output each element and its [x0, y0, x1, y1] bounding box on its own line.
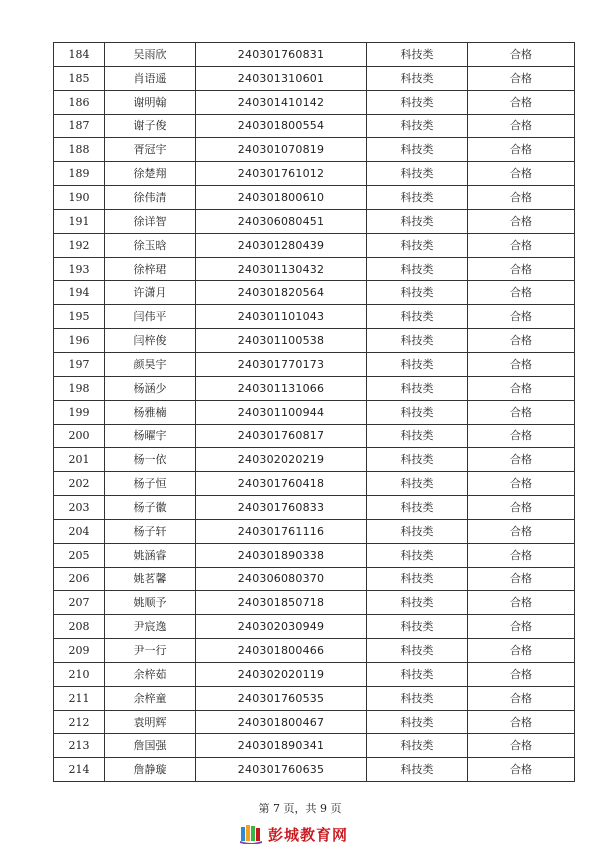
category-cell: 科技类: [367, 472, 468, 496]
category-cell: 科技类: [367, 710, 468, 734]
row-number-cell: 203: [54, 496, 105, 520]
student-id-cell: 240301890338: [196, 543, 367, 567]
result-cell: 合格: [468, 639, 575, 663]
result-cell: 合格: [468, 305, 575, 329]
row-number-cell: 194: [54, 281, 105, 305]
student-name-cell: 徐楚翔: [105, 162, 196, 186]
table-row: [54, 519, 575, 543]
student-name-cell: 姚茗馨: [105, 567, 196, 591]
row-number-cell: 210: [54, 662, 105, 686]
table-row: [54, 66, 575, 90]
category-cell: 科技类: [367, 376, 468, 400]
row-number-cell: 199: [54, 400, 105, 424]
student-id-cell: 240301761012: [196, 162, 367, 186]
table-row: [54, 233, 575, 257]
student-id-cell: 240301760418: [196, 472, 367, 496]
row-number-cell: 214: [54, 758, 105, 782]
table-row: [54, 472, 575, 496]
row-number-cell: 202: [54, 472, 105, 496]
result-cell: 合格: [468, 186, 575, 210]
row-number-cell: 211: [54, 686, 105, 710]
result-cell: 合格: [468, 448, 575, 472]
logo-text: 彭城教育网: [268, 825, 349, 844]
table-row: [54, 591, 575, 615]
table-row: [54, 376, 575, 400]
student-id-cell: 240302020219: [196, 448, 367, 472]
row-number-cell: 197: [54, 352, 105, 376]
category-cell: 科技类: [367, 257, 468, 281]
student-id-cell: 240302030949: [196, 615, 367, 639]
category-cell: 科技类: [367, 519, 468, 543]
category-cell: 科技类: [367, 686, 468, 710]
student-name-cell: 徐详智: [105, 209, 196, 233]
table-row: [54, 90, 575, 114]
student-id-cell: 240301280439: [196, 233, 367, 257]
row-number-cell: 201: [54, 448, 105, 472]
table-row: [54, 114, 575, 138]
category-cell: 科技类: [367, 639, 468, 663]
row-number-cell: 206: [54, 567, 105, 591]
table-row: [54, 162, 575, 186]
category-cell: 科技类: [367, 543, 468, 567]
student-id-cell: 240301760831: [196, 43, 367, 67]
student-id-cell: 240302020119: [196, 662, 367, 686]
result-cell: 合格: [468, 424, 575, 448]
student-id-cell: 240301850718: [196, 591, 367, 615]
row-number-cell: 209: [54, 639, 105, 663]
row-number-cell: 185: [54, 66, 105, 90]
table-row: [54, 257, 575, 281]
category-cell: 科技类: [367, 567, 468, 591]
category-cell: 科技类: [367, 352, 468, 376]
category-cell: 科技类: [367, 424, 468, 448]
table-row: [54, 329, 575, 353]
student-id-cell: 240301100944: [196, 400, 367, 424]
table-row: [54, 567, 575, 591]
result-cell: 合格: [468, 281, 575, 305]
site-logo: [240, 822, 348, 846]
category-cell: 科技类: [367, 305, 468, 329]
category-cell: 科技类: [367, 43, 468, 67]
result-cell: 合格: [468, 257, 575, 281]
table-row: [54, 615, 575, 639]
student-id-cell: 240301770173: [196, 352, 367, 376]
table-row: [54, 186, 575, 210]
category-cell: 科技类: [367, 66, 468, 90]
table-row: [54, 209, 575, 233]
category-cell: 科技类: [367, 758, 468, 782]
table-row: [54, 281, 575, 305]
result-cell: 合格: [468, 209, 575, 233]
results-table: [53, 42, 575, 782]
table-row: [54, 424, 575, 448]
category-cell: 科技类: [367, 662, 468, 686]
category-cell: 科技类: [367, 90, 468, 114]
student-name-cell: 尹一行: [105, 639, 196, 663]
result-cell: 合格: [468, 567, 575, 591]
category-cell: 科技类: [367, 615, 468, 639]
student-id-cell: 240301800467: [196, 710, 367, 734]
student-id-cell: 240301131066: [196, 376, 367, 400]
results-table-body: [54, 43, 575, 782]
student-id-cell: 240306080370: [196, 567, 367, 591]
result-cell: 合格: [468, 543, 575, 567]
row-number-cell: 184: [54, 43, 105, 67]
result-cell: 合格: [468, 710, 575, 734]
student-id-cell: 240301800554: [196, 114, 367, 138]
table-row: [54, 543, 575, 567]
student-id-cell: 240301100538: [196, 329, 367, 353]
category-cell: 科技类: [367, 209, 468, 233]
student-name-cell: 詹静璇: [105, 758, 196, 782]
category-cell: 科技类: [367, 233, 468, 257]
result-cell: 合格: [468, 496, 575, 520]
student-name-cell: 姚涵睿: [105, 543, 196, 567]
student-id-cell: 240301890341: [196, 734, 367, 758]
row-number-cell: 188: [54, 138, 105, 162]
student-name-cell: 吴雨欣: [105, 43, 196, 67]
student-id-cell: 240301760833: [196, 496, 367, 520]
row-number-cell: 187: [54, 114, 105, 138]
student-name-cell: 许潇月: [105, 281, 196, 305]
student-name-cell: 谢子俊: [105, 114, 196, 138]
student-name-cell: 尹宸逸: [105, 615, 196, 639]
table-row: [54, 138, 575, 162]
table-row: [54, 686, 575, 710]
student-name-cell: 徐伟清: [105, 186, 196, 210]
table-row: [54, 639, 575, 663]
student-name-cell: 杨子徽: [105, 496, 196, 520]
result-cell: 合格: [468, 138, 575, 162]
student-name-cell: 闫伟平: [105, 305, 196, 329]
row-number-cell: 193: [54, 257, 105, 281]
student-name-cell: 杨子恒: [105, 472, 196, 496]
student-id-cell: 240301310601: [196, 66, 367, 90]
table-row: [54, 352, 575, 376]
row-number-cell: 195: [54, 305, 105, 329]
result-cell: 合格: [468, 686, 575, 710]
student-name-cell: 颜昊宇: [105, 352, 196, 376]
table-row: [54, 400, 575, 424]
table-row: [54, 43, 575, 67]
category-cell: 科技类: [367, 114, 468, 138]
result-cell: 合格: [468, 90, 575, 114]
student-id-cell: 240301070819: [196, 138, 367, 162]
table-row: [54, 305, 575, 329]
student-name-cell: 袁明辉: [105, 710, 196, 734]
row-number-cell: 198: [54, 376, 105, 400]
student-name-cell: 余梓童: [105, 686, 196, 710]
student-name-cell: 杨曜宇: [105, 424, 196, 448]
category-cell: 科技类: [367, 162, 468, 186]
student-id-cell: 240301820564: [196, 281, 367, 305]
row-number-cell: 213: [54, 734, 105, 758]
row-number-cell: 190: [54, 186, 105, 210]
student-name-cell: 余梓茹: [105, 662, 196, 686]
student-name-cell: 徐玉晗: [105, 233, 196, 257]
result-cell: 合格: [468, 162, 575, 186]
table-row: [54, 734, 575, 758]
category-cell: 科技类: [367, 281, 468, 305]
result-cell: 合格: [468, 233, 575, 257]
row-number-cell: 200: [54, 424, 105, 448]
category-cell: 科技类: [367, 448, 468, 472]
student-name-cell: 詹国强: [105, 734, 196, 758]
row-number-cell: 192: [54, 233, 105, 257]
row-number-cell: 207: [54, 591, 105, 615]
row-number-cell: 189: [54, 162, 105, 186]
category-cell: 科技类: [367, 329, 468, 353]
student-id-cell: 240301800610: [196, 186, 367, 210]
student-id-cell: 240301130432: [196, 257, 367, 281]
category-cell: 科技类: [367, 496, 468, 520]
student-id-cell: 240301410142: [196, 90, 367, 114]
student-name-cell: 徐梓珺: [105, 257, 196, 281]
row-number-cell: 208: [54, 615, 105, 639]
result-cell: 合格: [468, 66, 575, 90]
result-cell: 合格: [468, 734, 575, 758]
book-logo-icon: [240, 824, 262, 844]
result-cell: 合格: [468, 114, 575, 138]
student-id-cell: 240301761116: [196, 519, 367, 543]
table-row: [54, 758, 575, 782]
page-number: 第 7 页，共 9 页: [258, 802, 342, 815]
result-cell: 合格: [468, 43, 575, 67]
student-name-cell: 杨子轩: [105, 519, 196, 543]
result-cell: 合格: [468, 591, 575, 615]
table-row: [54, 496, 575, 520]
result-cell: 合格: [468, 376, 575, 400]
category-cell: 科技类: [367, 186, 468, 210]
row-number-cell: 191: [54, 209, 105, 233]
result-cell: 合格: [468, 662, 575, 686]
result-cell: 合格: [468, 400, 575, 424]
student-name-cell: 杨一依: [105, 448, 196, 472]
student-name-cell: 谢明翰: [105, 90, 196, 114]
student-name-cell: 姚顺予: [105, 591, 196, 615]
result-cell: 合格: [468, 472, 575, 496]
student-id-cell: 240301101043: [196, 305, 367, 329]
result-cell: 合格: [468, 352, 575, 376]
table-row: [54, 710, 575, 734]
row-number-cell: 205: [54, 543, 105, 567]
row-number-cell: 212: [54, 710, 105, 734]
table-row: [54, 448, 575, 472]
student-name-cell: 杨涵少: [105, 376, 196, 400]
category-cell: 科技类: [367, 400, 468, 424]
row-number-cell: 204: [54, 519, 105, 543]
student-name-cell: 杨雅楠: [105, 400, 196, 424]
table-row: [54, 662, 575, 686]
student-name-cell: 肖语遥: [105, 66, 196, 90]
result-cell: 合格: [468, 758, 575, 782]
student-id-cell: 240301760817: [196, 424, 367, 448]
student-id-cell: 240301760535: [196, 686, 367, 710]
result-cell: 合格: [468, 329, 575, 353]
category-cell: 科技类: [367, 138, 468, 162]
row-number-cell: 186: [54, 90, 105, 114]
student-name-cell: 胥冠宇: [105, 138, 196, 162]
category-cell: 科技类: [367, 734, 468, 758]
student-name-cell: 闫梓俊: [105, 329, 196, 353]
student-id-cell: 240301800466: [196, 639, 367, 663]
result-cell: 合格: [468, 615, 575, 639]
result-cell: 合格: [468, 519, 575, 543]
student-id-cell: 240301760635: [196, 758, 367, 782]
student-id-cell: 240306080451: [196, 209, 367, 233]
row-number-cell: 196: [54, 329, 105, 353]
category-cell: 科技类: [367, 591, 468, 615]
